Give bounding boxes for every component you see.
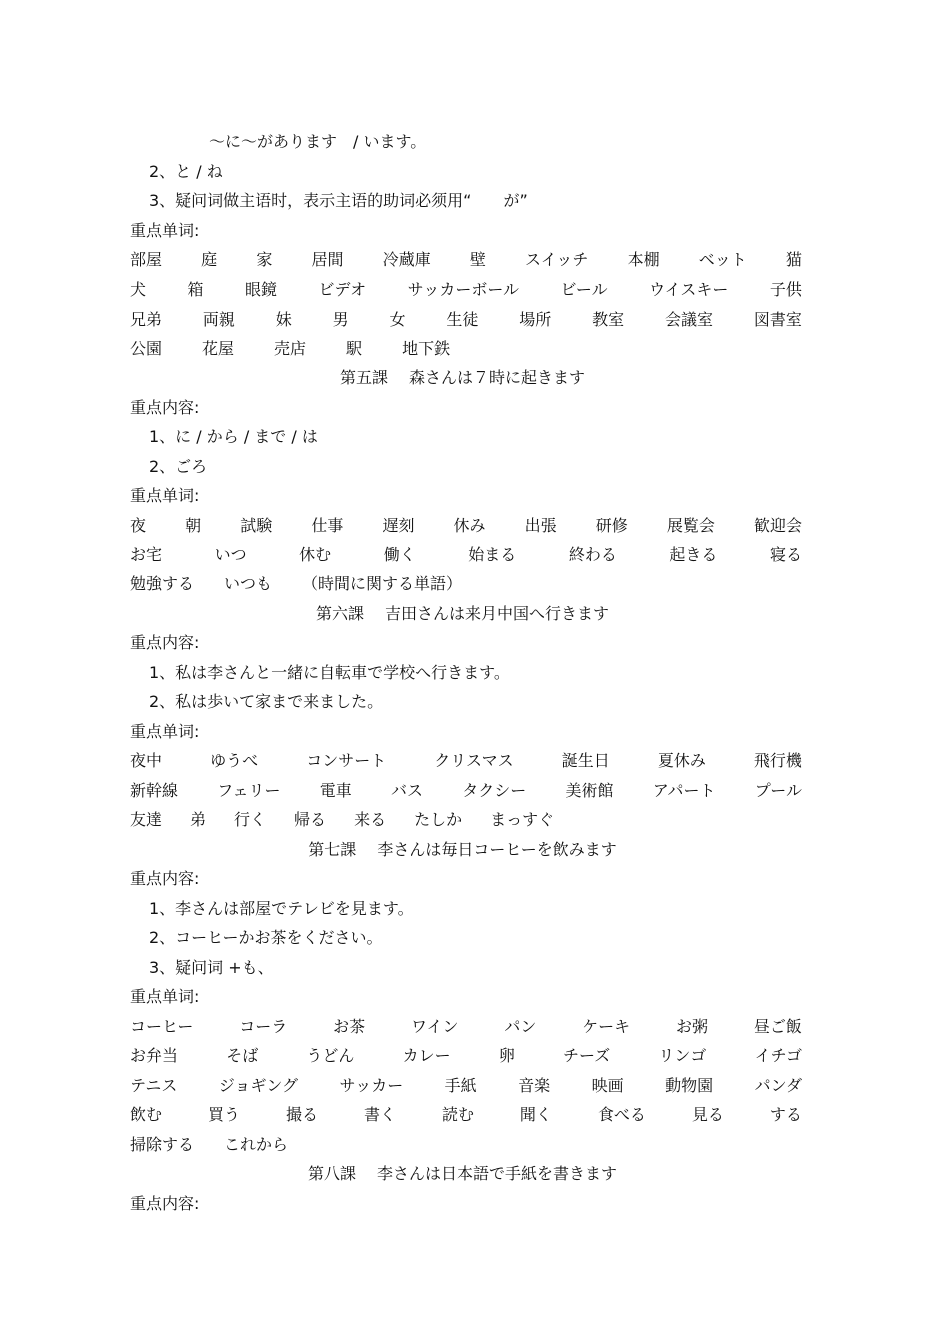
- content-item: 1、私は李さんと一緒に自転車で学校へ行きます。: [149, 663, 510, 682]
- vocab-word: ゆうべ: [210, 751, 259, 770]
- vocab-word: 勉強する: [130, 574, 195, 593]
- vocab-word: 子供: [769, 280, 802, 299]
- vocab-word: ワイン: [410, 1017, 459, 1036]
- vocab-word: テニス: [130, 1076, 178, 1095]
- vocab-word: 駅: [346, 339, 363, 358]
- vocab-word: 場所: [519, 310, 552, 329]
- content-item: 1、李さんは部屋でテレビを見ます。: [149, 899, 414, 918]
- vocab-word: 弟: [190, 810, 207, 829]
- vocab-word: プール: [754, 781, 802, 800]
- vocab-word: 音楽: [518, 1076, 551, 1095]
- vocab-word: タクシー: [462, 781, 527, 800]
- vocab-word: 電車: [319, 781, 352, 800]
- vocab-word: 買う: [207, 1105, 240, 1124]
- vocab-word: 地下鉄: [402, 339, 451, 358]
- vocab-word: 女: [389, 310, 406, 329]
- vocab-word: いつ: [214, 545, 247, 564]
- vocab-word: 誕生日: [561, 751, 610, 770]
- vocab-word: 休む: [299, 545, 332, 564]
- vocab-word: 試験: [240, 516, 273, 535]
- vocab-word: 妹: [275, 310, 292, 329]
- vocab-word: 見る: [691, 1105, 724, 1124]
- lesson-title: 第八課 李さんは日本語で手紙を書きます: [307, 1164, 618, 1183]
- vocab-word: 部屋: [130, 250, 163, 269]
- vocab-word: サッカー: [339, 1076, 404, 1095]
- section-heading-content: 重点内容:: [130, 1194, 200, 1213]
- vocab-row: [130, 1135, 802, 1155]
- vocab-word: お宅: [130, 545, 163, 564]
- vocab-row: [130, 1076, 802, 1096]
- vocab-word: 行く: [234, 810, 267, 829]
- section-heading-content: 重点内容:: [130, 398, 200, 417]
- vocab-word: 会議室: [665, 310, 714, 329]
- section-heading-vocabulary: 重点单词:: [130, 486, 200, 505]
- vocab-word: 展覧会: [666, 516, 715, 535]
- sentence-pattern: 〜に〜があります / います。: [209, 132, 427, 151]
- vocab-row: [130, 1105, 802, 1125]
- vocab-word: 図書室: [753, 310, 802, 329]
- vocab-word: 居間: [311, 250, 344, 269]
- vocab-word: 眼鏡: [245, 280, 278, 299]
- vocab-word: サッカーボール: [407, 280, 520, 299]
- vocab-word: ケーキ: [582, 1017, 631, 1036]
- vocab-row: [130, 810, 802, 830]
- vocab-word: 新幹線: [130, 781, 179, 800]
- vocab-word: 出張: [524, 516, 557, 535]
- content-item: 2、ごろ: [149, 457, 208, 476]
- vocab-row: [130, 280, 802, 300]
- vocab-word: パンダ: [754, 1076, 802, 1095]
- vocab-row: [130, 1017, 802, 1037]
- vocab-word: リンゴ: [658, 1046, 707, 1065]
- vocab-word: 猫: [785, 250, 802, 269]
- vocab-word: バス: [390, 781, 423, 800]
- vocab-word: パン: [504, 1017, 537, 1036]
- content-item: 2、と / ね: [149, 162, 223, 181]
- vocab-word: ビール: [560, 280, 608, 299]
- vocab-word: ウイスキー: [649, 280, 729, 299]
- vocab-word: スイッチ: [525, 250, 589, 269]
- vocab-word: お弁当: [130, 1046, 179, 1065]
- vocab-word: コーラ: [239, 1017, 288, 1036]
- vocab-word: 映画: [591, 1076, 624, 1095]
- vocab-word: ビデオ: [318, 280, 367, 299]
- lesson-title: 第七課 李さんは毎日コーヒーを飲みます: [308, 840, 617, 859]
- vocab-word: 読む: [441, 1105, 474, 1124]
- content-item: 3、疑问词做主语时，表示主语的助词必须用“ が”: [149, 191, 528, 210]
- vocab-word: 聞く: [519, 1105, 552, 1124]
- content-item: 1、に / から / まで / は: [149, 427, 318, 446]
- section-heading-content: 重点内容:: [130, 869, 200, 888]
- vocab-word: 男: [332, 310, 349, 329]
- vocab-word: ジョギング: [218, 1076, 299, 1095]
- vocab-word: 研修: [595, 516, 628, 535]
- vocab-word: 手紙: [444, 1076, 477, 1095]
- vocab-word: 動物園: [665, 1076, 714, 1095]
- vocab-word: 兄弟: [130, 310, 163, 329]
- vocab-word: 家: [256, 250, 273, 269]
- vocab-row: [130, 751, 802, 771]
- vocab-word: 冷蔵庫: [382, 250, 431, 269]
- vocab-word: 教室: [592, 310, 625, 329]
- vocab-word: 仕事: [311, 516, 344, 535]
- vocab-word: 夏休み: [657, 751, 706, 770]
- content-item: 2、私は歩いて家まで来ました。: [149, 692, 384, 711]
- vocab-word: 夜中: [130, 751, 163, 770]
- vocab-word: お粥: [676, 1017, 709, 1036]
- vocab-word: 夜: [130, 516, 147, 535]
- vocab-word: 昼ご飯: [753, 1017, 802, 1036]
- vocab-row: [130, 1046, 802, 1066]
- content-item: 2、コーヒーかお茶をください。: [149, 928, 383, 947]
- vocab-word: イチゴ: [754, 1046, 802, 1065]
- vocab-word: アパート: [652, 781, 716, 800]
- vocab-word: 休み: [453, 516, 486, 535]
- vocab-word: まっすぐ: [490, 810, 555, 829]
- vocab-word: 来る: [354, 810, 387, 829]
- section-heading-vocabulary: 重点单词:: [130, 221, 200, 240]
- section-heading-content: 重点内容:: [130, 633, 200, 652]
- section-heading-vocabulary: 重点单词:: [130, 987, 200, 1006]
- vocab-word: 両親: [202, 310, 235, 329]
- vocab-word: コーヒー: [130, 1017, 194, 1036]
- vocab-word: いつも: [224, 574, 273, 593]
- vocab-word: 卵: [498, 1046, 515, 1065]
- vocab-word: 朝: [185, 516, 202, 535]
- vocab-word: フェリー: [217, 781, 281, 800]
- vocab-word: 撮る: [285, 1105, 318, 1124]
- vocab-word: ベット: [698, 250, 747, 269]
- vocab-word: 庭: [201, 250, 218, 269]
- vocab-word: 寝る: [769, 545, 802, 564]
- vocab-row: [130, 574, 802, 594]
- vocab-word: 売店: [274, 339, 307, 358]
- vocab-word: 本棚: [627, 250, 660, 269]
- vocab-word: 箱: [187, 280, 204, 299]
- vocab-word: （時間に関する単語）: [302, 574, 463, 593]
- vocab-word: 歓迎会: [753, 516, 802, 535]
- vocab-word: 美術館: [565, 781, 614, 800]
- vocab-word: する: [769, 1105, 802, 1124]
- vocab-row: [130, 516, 802, 536]
- vocab-word: コンサート: [306, 751, 387, 770]
- lesson-title: 第五課 森さんは７時に起きます: [339, 368, 586, 387]
- vocab-word: 終わる: [568, 545, 617, 564]
- vocab-word: 遅刻: [382, 516, 415, 535]
- vocab-row: [130, 339, 802, 359]
- vocab-word: たしか: [414, 810, 463, 829]
- vocab-word: クリスマス: [434, 751, 514, 770]
- vocab-row: [130, 545, 802, 565]
- vocab-row: [130, 310, 802, 330]
- vocab-word: これから: [224, 1135, 289, 1154]
- vocab-word: 書く: [363, 1105, 396, 1124]
- vocab-word: お茶: [333, 1017, 366, 1036]
- vocab-row: [130, 781, 802, 801]
- vocab-word: 友達: [130, 810, 163, 829]
- section-heading-vocabulary: 重点单词:: [130, 722, 200, 741]
- vocab-word: そば: [226, 1046, 259, 1065]
- vocab-word: うどん: [306, 1046, 355, 1065]
- vocab-word: 生徒: [446, 310, 479, 329]
- lesson-title: 第六課 吉田さんは来月中国へ行きます: [315, 604, 610, 623]
- vocab-word: 帰る: [294, 810, 327, 829]
- vocab-word: 働く: [383, 545, 416, 564]
- vocab-word: 起きる: [669, 545, 718, 564]
- vocab-word: 壁: [469, 250, 486, 269]
- vocab-word: カレー: [402, 1046, 451, 1065]
- content-item: 3、疑问词 +も、: [149, 958, 274, 977]
- vocab-row: [130, 250, 802, 270]
- vocab-word: 公園: [130, 339, 163, 358]
- vocab-word: 始まる: [468, 545, 517, 564]
- vocab-word: 花屋: [202, 339, 235, 358]
- vocab-word: 犬: [130, 280, 147, 299]
- vocab-word: 飛行機: [753, 751, 802, 770]
- vocab-word: 飲む: [130, 1105, 163, 1124]
- vocab-word: 掃除する: [130, 1135, 195, 1154]
- vocab-word: 食べる: [597, 1105, 646, 1124]
- vocab-word: チーズ: [563, 1046, 611, 1065]
